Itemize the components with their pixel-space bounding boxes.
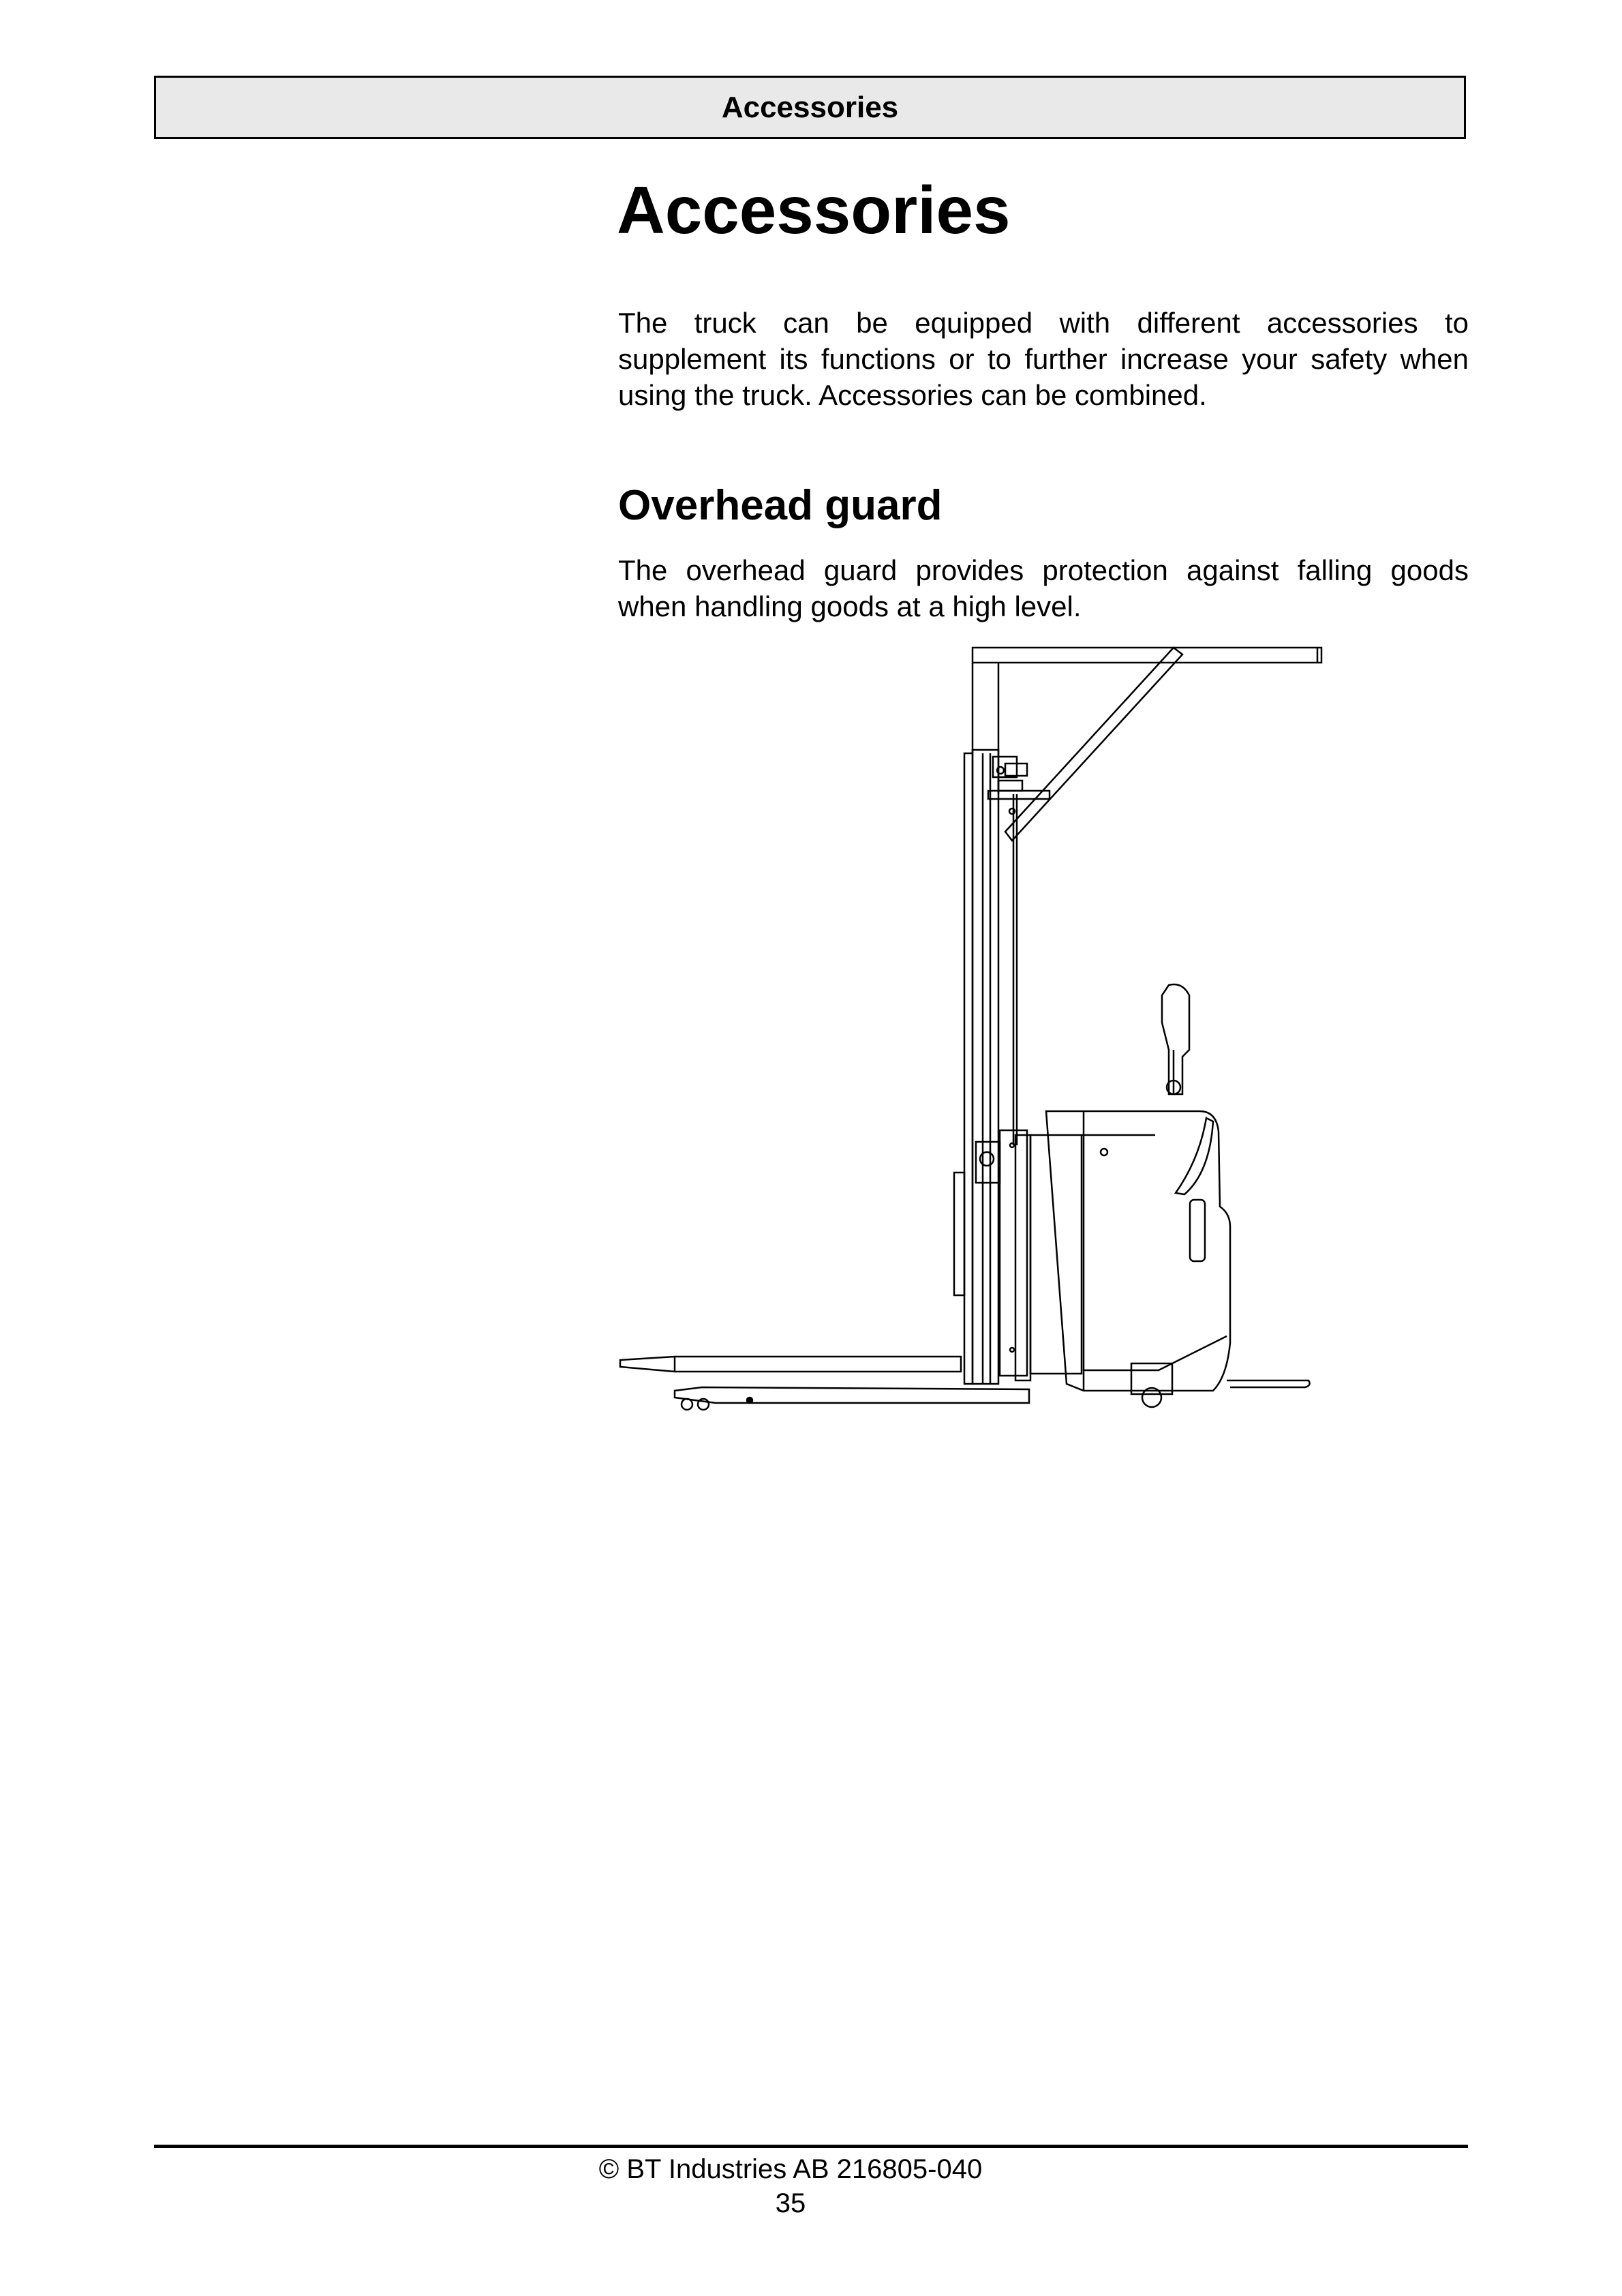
intro-paragraph: The truck can be equipped with different accessories to supplement its functions or to further increase your safety when using the truck. Accessories can be combined. <box>618 307 1469 411</box>
stacker-truck-illustration <box>613 641 1349 1445</box>
page-title: Accessories <box>617 172 1011 247</box>
overhead-guard-paragraph: The overhead guard provides protection against falling goods when handling goods at a high level. <box>618 554 1469 622</box>
page-number: 35 <box>775 2188 806 2218</box>
section-heading-overhead-guard: Overhead guard <box>618 482 943 529</box>
footer-copyright: © BT Industries AB 216805-040 <box>598 2154 983 2184</box>
footer-divider <box>154 2145 1468 2148</box>
section-header-label: Accessories <box>721 90 899 124</box>
section-header-box <box>154 76 1466 139</box>
